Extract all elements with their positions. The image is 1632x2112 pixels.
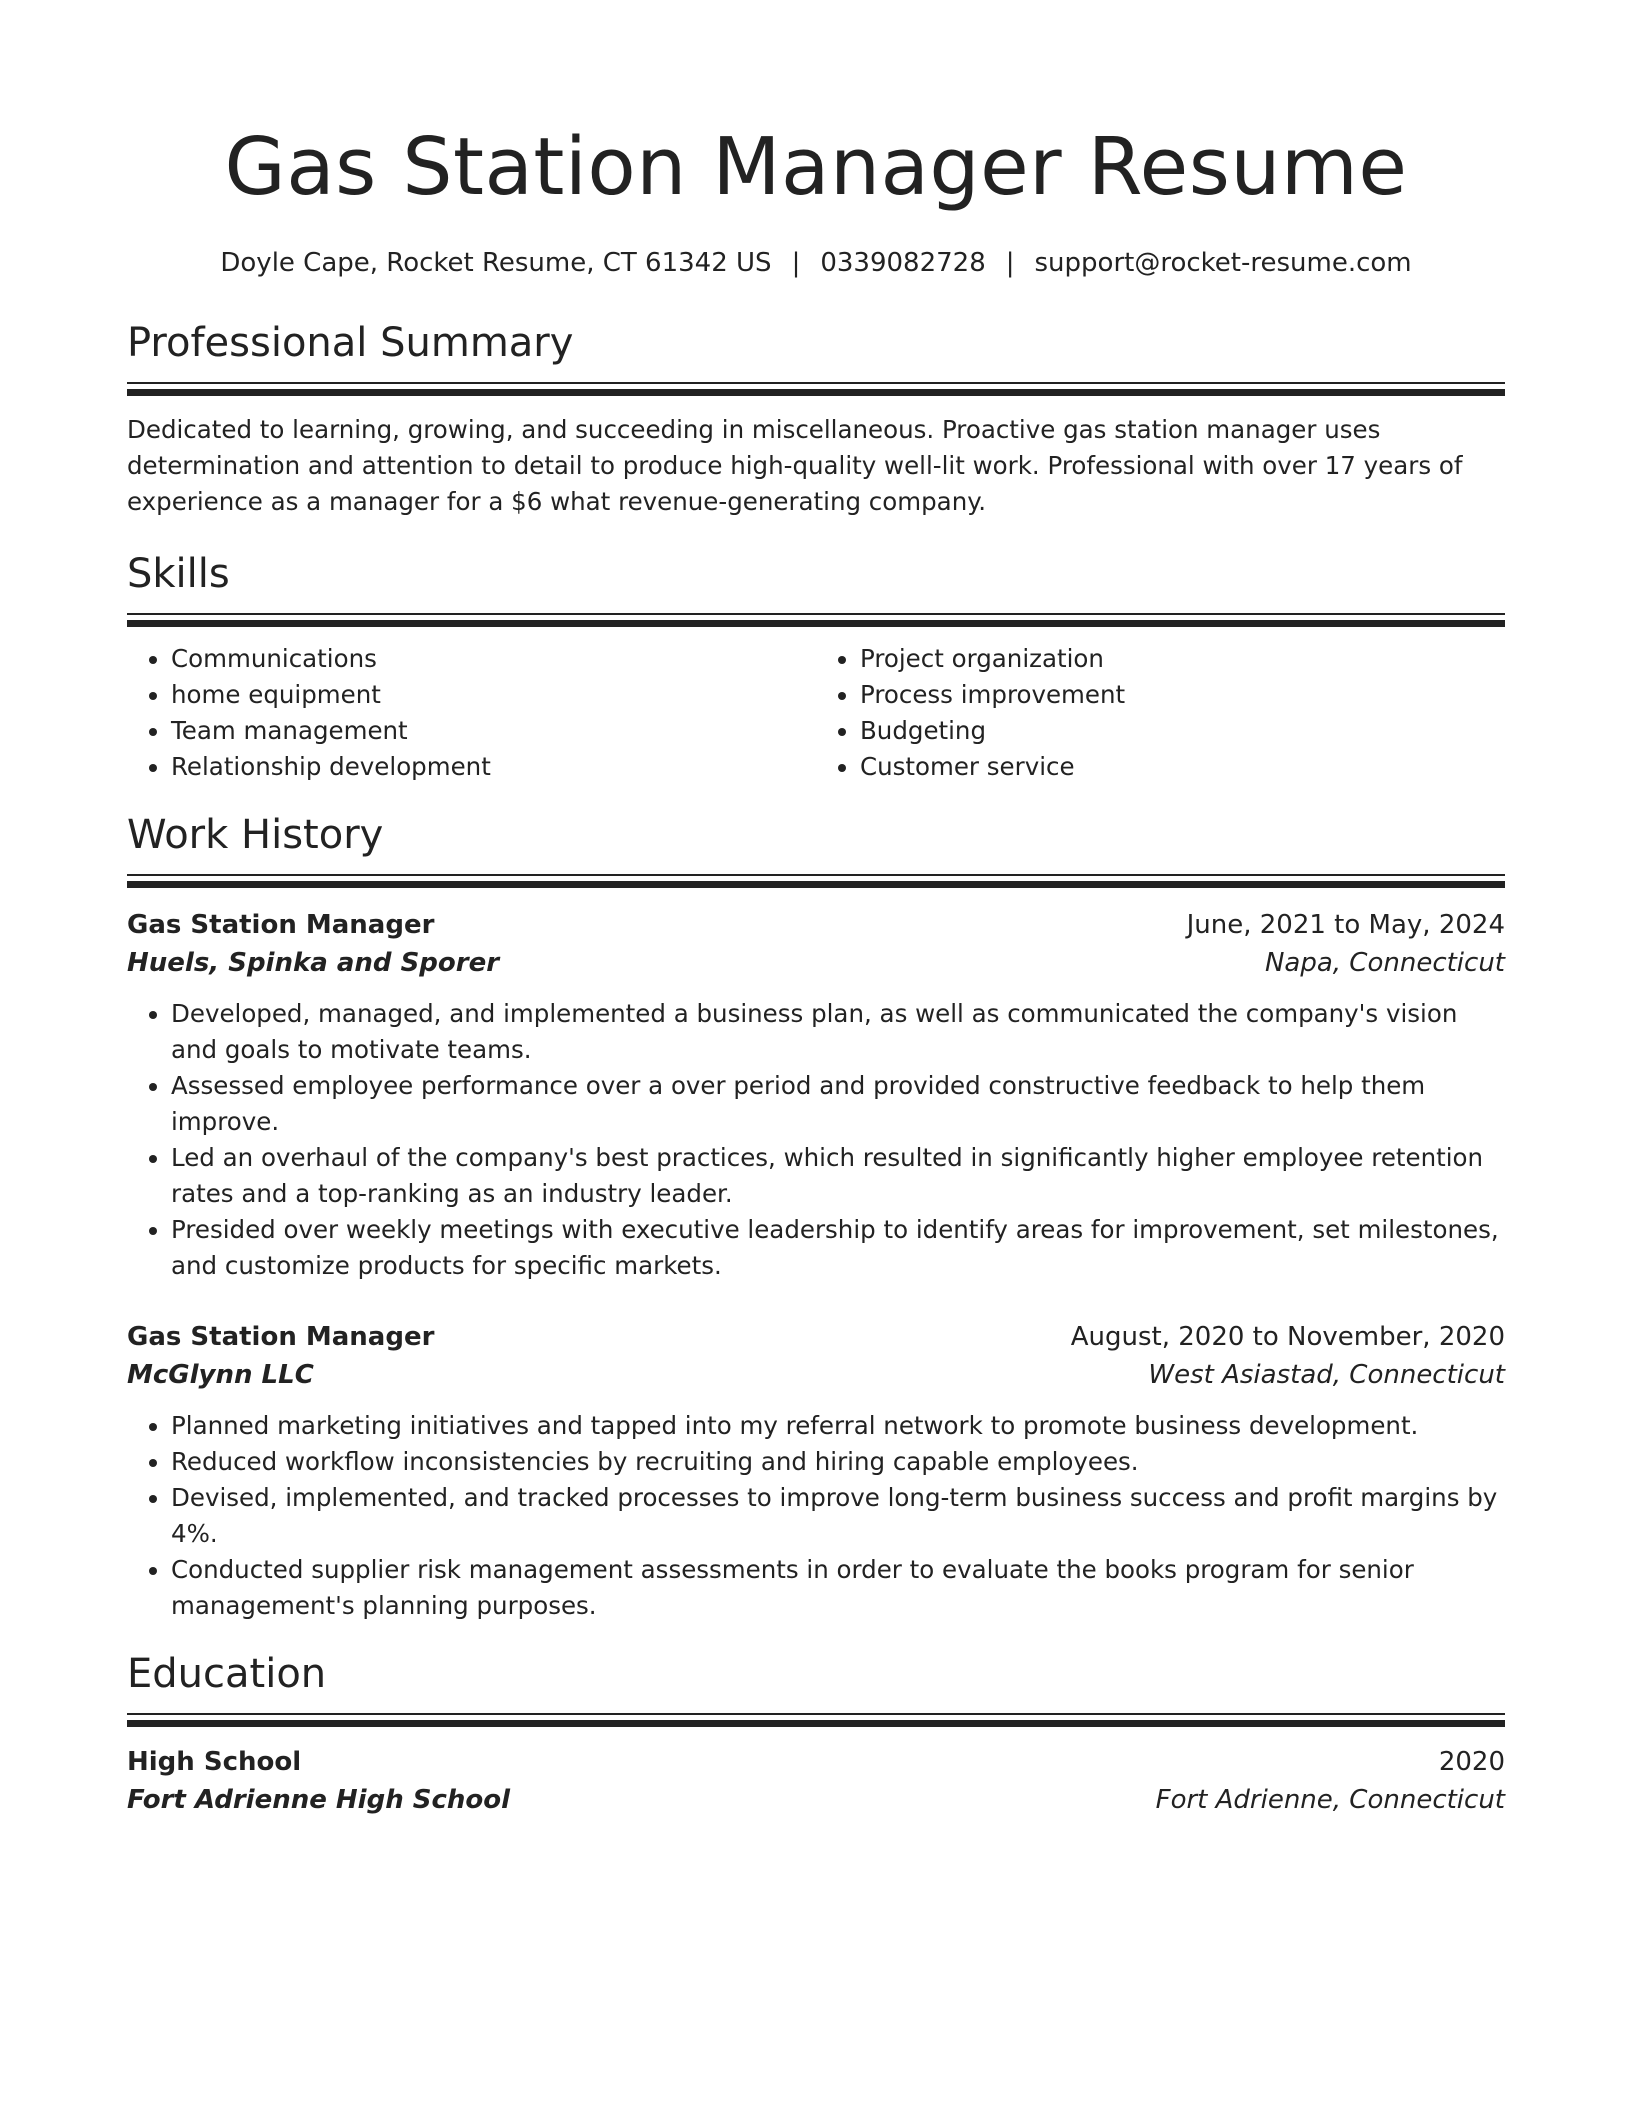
- resume-title: Gas Station Manager Resume: [224, 121, 1408, 213]
- job-bullets: [127, 1408, 1505, 1624]
- skill-item: • Customer service: [860, 749, 1505, 785]
- education-school-row: [127, 1781, 1505, 1819]
- skills-column-left: [127, 641, 816, 785]
- skills-section: [127, 550, 1505, 785]
- job-bullet: • Conducted supplier risk management assessments in order to evaluate the books program for senior management's planning purposes.: [171, 1552, 1505, 1624]
- section-heading-work-history: Work History: [127, 812, 384, 858]
- job-company: Huels, Spinka and Sporer: [127, 948, 500, 978]
- skills-list: [127, 641, 1505, 785]
- job-company: McGlynn LLC: [127, 1360, 314, 1390]
- section-heading-education: Education: [127, 1651, 327, 1697]
- job-header-row: [127, 906, 1505, 944]
- job-bullet: • Reduced workflow inconsistencies by recruiting and hiring capable employees.: [171, 1444, 1505, 1480]
- work-history-section: [127, 811, 1505, 1624]
- job-bullet: • Developed, managed, and implemented a business plan, as well as communicated the company's vision and goals to motivate teams.: [171, 996, 1505, 1068]
- skill-item: • home equipment: [171, 677, 816, 713]
- section-heading-skills: Skills: [127, 551, 230, 597]
- job-bullet: • Planned marketing initiatives and tapped into my referral network to promote business development.: [171, 1408, 1505, 1444]
- contact-separator: |: [1005, 248, 1015, 278]
- education-location: Fort Adrienne, Connecticut: [1155, 1785, 1505, 1815]
- section-divider: [127, 382, 1505, 396]
- skill-item: • Project organization: [860, 641, 1505, 677]
- education-degree: High School: [127, 1747, 302, 1777]
- contact-separator: |: [791, 248, 801, 278]
- skill-item: • Budgeting: [860, 713, 1505, 749]
- education-school: Fort Adrienne High School: [127, 1785, 511, 1815]
- job-location: Napa, Connecticut: [1264, 948, 1505, 978]
- education-year: 2020: [1438, 1747, 1505, 1777]
- job-entry: [127, 1318, 1505, 1624]
- job-dates: August, 2020 to November, 2020: [1070, 1322, 1505, 1352]
- job-entry: [127, 906, 1505, 1284]
- job-header-row: [127, 1318, 1505, 1356]
- section-divider: [127, 874, 1505, 888]
- contact-email: support@rocket-resume.com: [1034, 248, 1412, 278]
- skills-column-right: [816, 641, 1505, 785]
- summary-text: Dedicated to learning, growing, and succeeding in miscellaneous. Proactive gas station manager uses determination and attention to detail to produce high-quality well-lit work. Professional with over 17 years of experience as a manager for a $6 what revenue-generating company.: [127, 415, 1463, 516]
- skill-item: • Relationship development: [171, 749, 816, 785]
- job-bullets: [127, 996, 1505, 1284]
- contact-phone: 0339082728: [820, 248, 986, 278]
- job-dates: June, 2021 to May, 2024: [1186, 910, 1505, 940]
- skill-item: • Communications: [171, 641, 816, 677]
- section-divider: [127, 1713, 1505, 1727]
- education-header-row: [127, 1743, 1505, 1781]
- section-heading-summary: Professional Summary: [127, 320, 574, 366]
- job-company-row: [127, 944, 1505, 982]
- education-entry: [127, 1743, 1505, 1819]
- job-bullet: • Assessed employee performance over a over period and provided constructive feedback to help them improve.: [171, 1068, 1505, 1140]
- job-bullet: • Led an overhaul of the company's best practices, which resulted in significantly higher employee retention rates and a top-ranking as an industry leader.: [171, 1140, 1505, 1212]
- education-section: [127, 1650, 1505, 1819]
- job-title: Gas Station Manager: [127, 1322, 435, 1352]
- contact-address: Doyle Cape, Rocket Resume, CT 61342 US: [220, 248, 772, 278]
- skill-item: • Process improvement: [860, 677, 1505, 713]
- section-divider: [127, 613, 1505, 627]
- job-location: West Asiastad, Connecticut: [1148, 1360, 1505, 1390]
- skill-item: • Team management: [171, 713, 816, 749]
- job-bullet: • Presided over weekly meetings with executive leadership to identify areas for improvement, set milestones, and customize products for specific markets.: [171, 1212, 1505, 1284]
- contact-line: [127, 245, 1505, 281]
- job-company-row: [127, 1356, 1505, 1394]
- job-bullet: • Devised, implemented, and tracked processes to improve long-term business success and profit margins by 4%.: [171, 1480, 1505, 1552]
- job-title: Gas Station Manager: [127, 910, 435, 940]
- summary-section: [127, 319, 1505, 520]
